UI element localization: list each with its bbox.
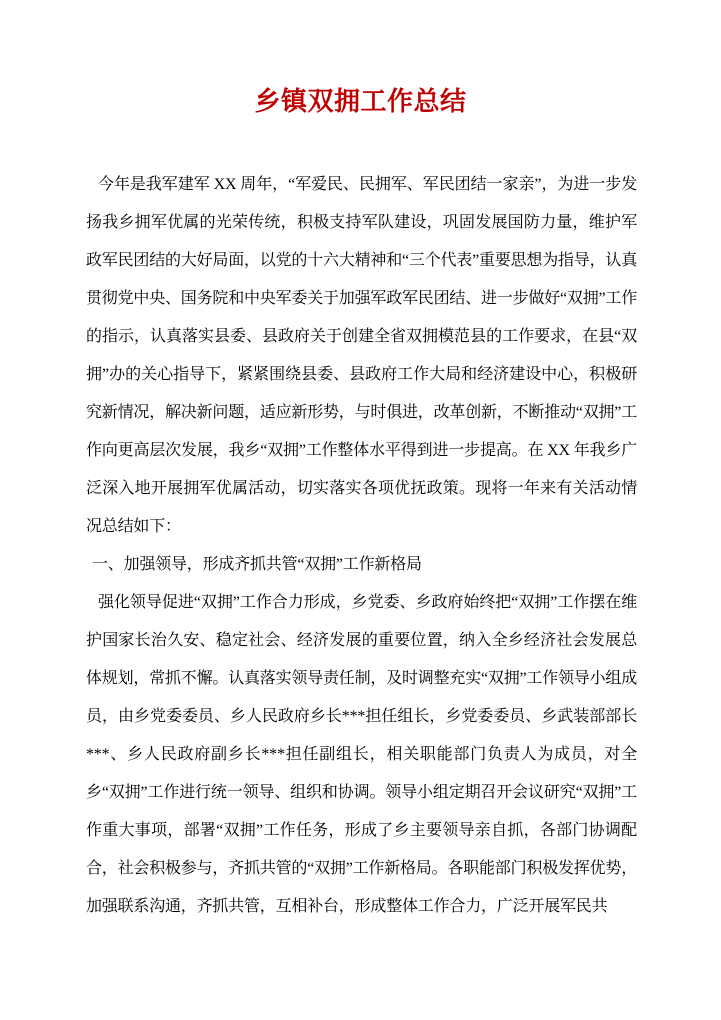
document-body — [0, 117, 721, 926]
paragraph-intro: 今年是我军建军 XX 周年，“军爱民、民拥军、军民团结一家亲”，为进一步发扬我乡拥军优属的光荣传统，积极支持军队建设，巩固发展国防力量，维护军政军民团结的大好局面，以党的十六大精神和“三个代表”重要思想为指导，认真贯彻党中央、国务院和中央军委关于加强军政军民团结、进一步做好“双拥”工作的指示，认真落实县委、县政府关于创建全省双拥模范县的工作要求，在县“双拥”办的关心指导下，紧紧围绕县委、县政府工作大局和经济建设中心，积极研究新情况，解决新问题，适应新形势，与时俱进，改革创新，不断推动“双拥”工作向更高层次发展，我乡“双拥”工作整体水平得到进一步提高。在 XX 年我乡广泛深入地开展拥军优属活动，切实落实各项优抚政策。现将一年来有关活动情况总结如下： — [86, 176, 638, 535]
document-title: 乡镇双拥工作总结 — [254, 87, 467, 116]
paragraph-section-1: 强化领导促进“双拥”工作合力形成，乡党委、乡政府始终把“双拥”工作摆在维护国家长治久安、稳定社会、经济发展的重要位置，纳入全乡经济社会发展总体规划，常抓不懈。认真落实领导责任制，及时调整充实“双拥”工作领导小组成员，由乡党委委员、乡人民政府乡长***担任组长，乡党委委员、乡武装部部长***、乡人民政府副乡长***担任副组长，相关职能部门负责人为成员，对全乡“双拥”工作进行统一领导、组织和协调。领导小组定期召开会议研究“双拥”工作重大事项，部署“双拥”工作任务，形成了乡主要领导亲自抓，各部门协调配合，社会积极参与，齐抓共管的“双拥”工作新格局。各职能部门积极发挥优势，加强联系沟通，齐抓共管，互相补台，形成整体工作合力，广泛开展军民共 — [86, 594, 638, 915]
section-heading-1: 一、加强领导，形成齐抓共管“双拥”工作新格局 — [92, 556, 422, 573]
